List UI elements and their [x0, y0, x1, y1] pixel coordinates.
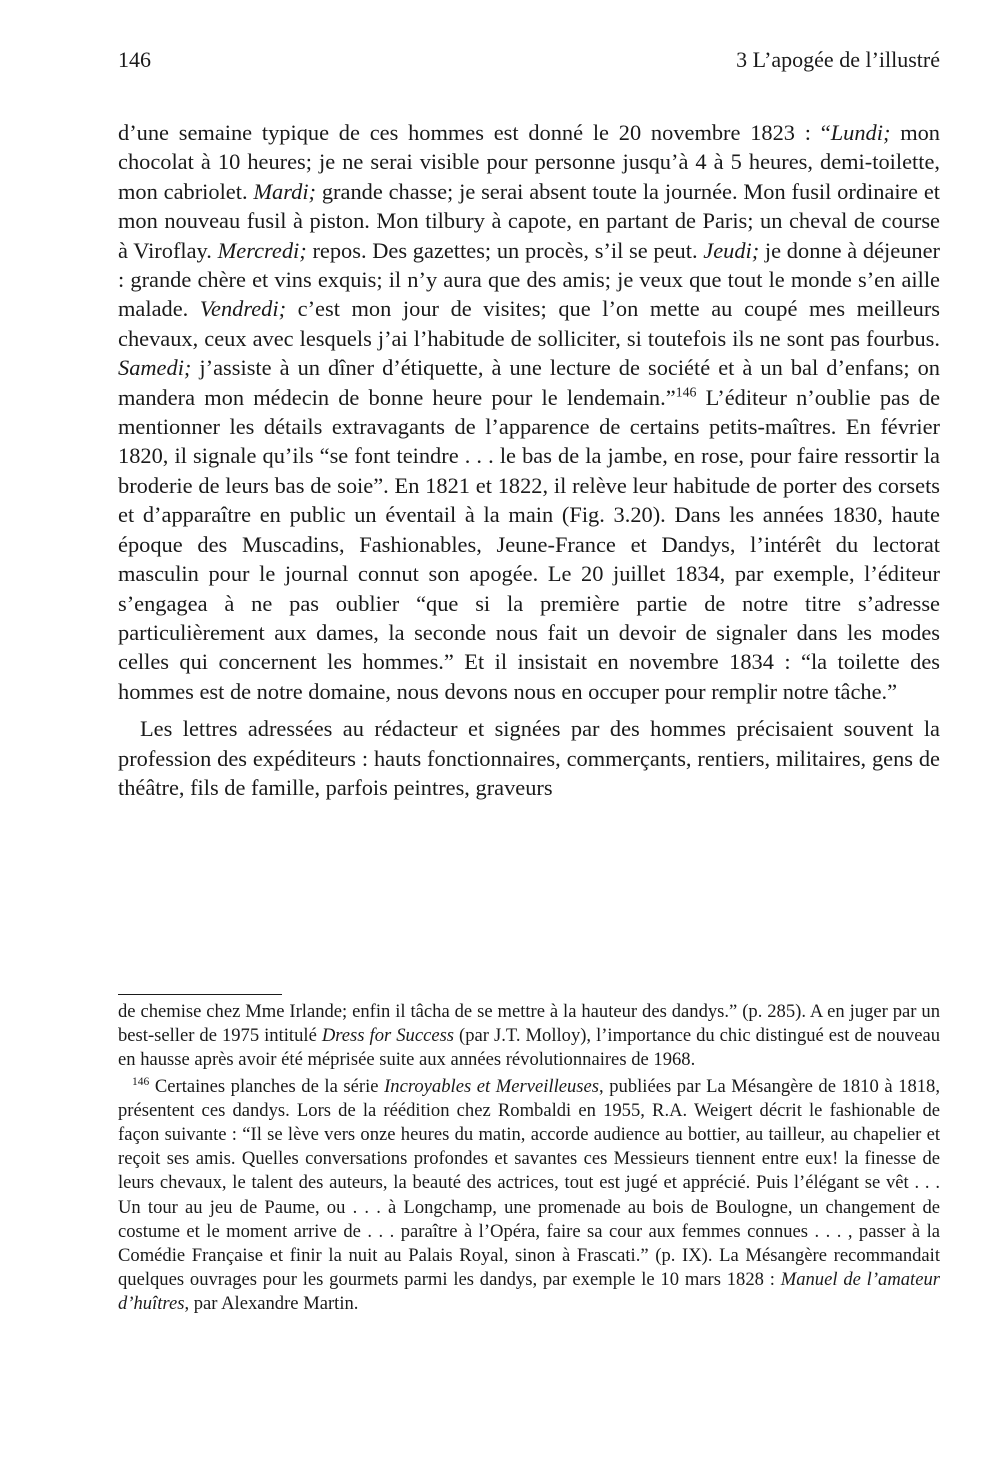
text-run: je donne à déjeuner : grande chère et vins exquis; il n’y aura que des amis; je veux que tout le monde s’en aille malade.: [118, 237, 940, 322]
text-run: , par Alexandre Martin.: [184, 1293, 359, 1315]
italic-day: Mercredi;: [217, 237, 307, 263]
italic-day: Lundi;: [830, 120, 891, 145]
footnote-rule: [118, 994, 282, 995]
italic-day: Samedi;: [118, 355, 192, 381]
text-run: Certaines planches de la série: [149, 1075, 385, 1097]
footnote-ref: 146: [675, 385, 697, 401]
text-run: (par J.T. Molloy), l’importance du chic distingué est de nouveau en hausse après avoir été méprisée suite aux années révolutionnaires de 1968.: [118, 1025, 940, 1071]
running-head: [118, 46, 940, 74]
paragraph-1: [118, 118, 940, 706]
footnotes: [118, 1000, 940, 1317]
text-run: , publiées par La Mésangère de 1810 à 1818, présentent ces dandys. Lors de la réédition chez Rombaldi en 1955, R.A. Weigert décrit le fashionable de façon suivante : “Il se lève vers onze heures du matin, accorde audience au bottier, au tailleur, au chapelier et reçoit ses amis. Quelles conversations profondes et savantes ces Messieurs tiennent entre eux! la finesse de leurs chevaux, le talent des auteurs, la beauté des actrices, tout est jugé et apprécié. Puis l’élégant se vêt . . . Un tour au jeu de Paume, ou . . . à Longchamp, une promenade au bois de Boulogne, un changement de costume et le moment arrive de . . . paraître à l’Opéra, faire sa cour aux femmes connues . . . , passer à la Comédie Française et finir la nuit au Palais Royal, sinon à Frascati.” (p. IX). La Mésangère recommandait quelques ouvrages pour les gourmets parmi les dandys, par exemple le 10 mars 1828 :: [118, 1075, 940, 1291]
footnote-continued: [118, 1000, 940, 1073]
text-run: mon chocolat à 10 heures; je ne serai visible pour personne jusqu’à 4 à 5 heures, demi-toilette, mon cabriolet.: [118, 120, 940, 204]
italic-day: Jeudi;: [703, 237, 760, 263]
text-run: d’une semaine typique de ces hommes est donné le 20 novembre 1823 : “: [118, 120, 831, 145]
italic-day: Vendredi;: [199, 296, 287, 322]
italic-title: Incroyables et Merveilleuses: [384, 1075, 600, 1097]
italic-day: Mardi;: [253, 178, 317, 204]
italic-title: Manuel de l’amateur d’huîtres: [118, 1269, 940, 1315]
chapter-title: 3 L’apogée de l’illustré: [736, 47, 940, 72]
text-run: repos. Des gazettes; un procès, s’il se peut.: [306, 237, 704, 263]
paragraph-2: Les lettres adressées au rédacteur et signées par des hommes précisaient souvent la profession des expéditeurs : hauts fonctionnaires, commerçants, rentiers, militaires, gens de théâtre, fils de famille, parfois peintres, graveurs: [118, 716, 940, 800]
main-text: [118, 118, 940, 802]
page-number: 146: [118, 47, 151, 72]
text-run: de chemise chez Mme Irlande; enfin il tâcha de se mettre à la hauteur des dandys.” (p. 285). A en juger par un best-seller de 1975 intitulé: [118, 1001, 940, 1047]
book-page: [118, 0, 940, 1457]
text-run: j’assiste à un dîner d’étiquette, à une lecture de société et à un bal d’enfans; on mandera mon médecin de bonne heure pour le lendemain.”: [118, 355, 940, 410]
footnote-number: 146: [132, 1075, 150, 1088]
footnote-146: [118, 1075, 940, 1317]
text-run: grande chasse; je serai absent toute la journée. Mon fusil ordinaire et mon nouveau fusil à piston. Mon tilbury à capote, en partant de Paris; un cheval de course à Viroflay.: [118, 178, 940, 263]
text-run: L’éditeur n’oublie pas de mentionner les détails extravagants de l’apparence de certains petits-maîtres. En février 1820, il signale qu’ils “se font teindre . . . le bas de la jambe, en rose, pour faire ressortir la broderie de leurs bas de soie”. En 1821 et 1822, il relève leur habitude de porter des corsets et d’apparaître en public un éventail à la main (Fig. 3.20). Dans les années 1830, haute époque des Muscadins, Fashionables, Jeune-France et Dandys, l’intérêt du lectorat masculin pour le journal connut son apogée. Le 20 juillet 1834, par exemple, l’éditeur s’engagea à ne pas oublier “que si la première partie de notre titre s’adresse particulièrement aux dames, la seconde nous fait un devoir de signaler dans les modes celles qui concernent les hommes.” Et il insistait en novembre 1834 : “la toilette des hommes est de notre domaine, nous devons nous en occuper pour remplir notre tâche.”: [118, 384, 941, 704]
italic-title: Dress for Success: [321, 1025, 455, 1047]
text-run: c’est mon jour de visites; que l’on mette au coupé mes meilleurs chevaux, ceux avec lesquels j’ai l’habitude de solliciter, si toutefois ils ne sont pas fourbus.: [118, 296, 940, 351]
